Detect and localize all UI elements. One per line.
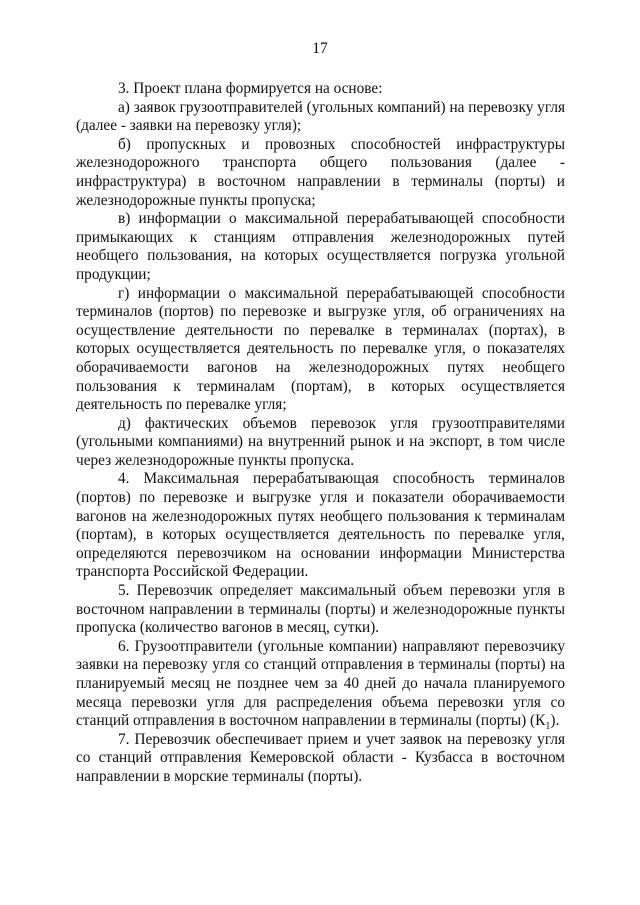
paragraph-6-tail: ). (550, 712, 560, 730)
paragraph-7: 7. Перевозчик обеспечивает прием и учет заявок на перевозку угля со станций отправления Кемеровской области - Кузбасса в восточном направлении в морские терминалы (порты). (76, 730, 565, 785)
paragraph-3v: в) информации о максимальной перерабатывающей способности примыкающих к станциям отправления железнодорожных путей необщего пользования, на которых осуществляется погрузка угольной продукции; (76, 210, 565, 283)
paragraph-4: 4. Максимальная перерабатывающая способность терминалов (портов) по перевозке и выгрузке угля и показатели оборачиваемости вагонов на железнодорожных путях необщего пользования к терминалам (портам), в которых осуществляется деятельность по перевалке угля, определяются перевозчиком на основании информации Министерства транспорта Российской Федерации. (76, 470, 565, 581)
paragraph-3a: а) заявок грузоотправителей (угольных компаний) на перевозку угля (далее - заявки на перевозку угля); (76, 98, 565, 135)
paragraph-3d: д) фактических объемов перевозок угля грузоотправителями (угольными компаниями) на внутренний рынок и на экспорт, в том числе через железнодорожные пункты пропуска. (76, 414, 565, 469)
paragraph-3-intro: 3. Проект плана формируется на основе: (118, 80, 383, 97)
paragraph-6 (76, 638, 565, 731)
paragraph-5: 5. Перевозчик определяет максимальный объем перевозки угля в восточном направлении в терминалы (порты) и железнодорожные пункты пропуска (количество вагонов в месяц, сутки). (76, 582, 565, 637)
document-body (76, 80, 565, 787)
paragraph-6-subscript: 1 (545, 721, 551, 733)
paragraph-3g: г) информации о максимальной перерабатывающей способности терминалов (портов) по перевозке и выгрузке угля, об ограничениях на осуществление деятельности по перевалке в терминалах (портах), в которых осуществляется деятельность по перевалке угля, о показателях оборачиваемости вагонов на железнодорожных путях необщего пользования к терминалам (портам), в которых осуществляется деятельность по перевалке угля; (76, 284, 565, 414)
page-number: 17 (312, 40, 328, 57)
paragraph-6-text: 6. Грузоотправители (угольные компании) направляют перевозчику заявки на перевозку угля со станций отправления в терминалы (порты) на планируемый месяц не позднее чем за 40 дней до начала планируемого месяца перевозки угля для распределения объема перевозки угля со станций отправления в восточном направлении в терминалы (порты) (К (76, 637, 565, 730)
paragraph-3b: б) пропускных и провозных способностей инфраструктуры железнодорожного транспорта общего пользования (далее - инфраструктура) в восточном направлении в терминалы (порты) и железнодорожные пункты пропуска; (76, 135, 565, 209)
